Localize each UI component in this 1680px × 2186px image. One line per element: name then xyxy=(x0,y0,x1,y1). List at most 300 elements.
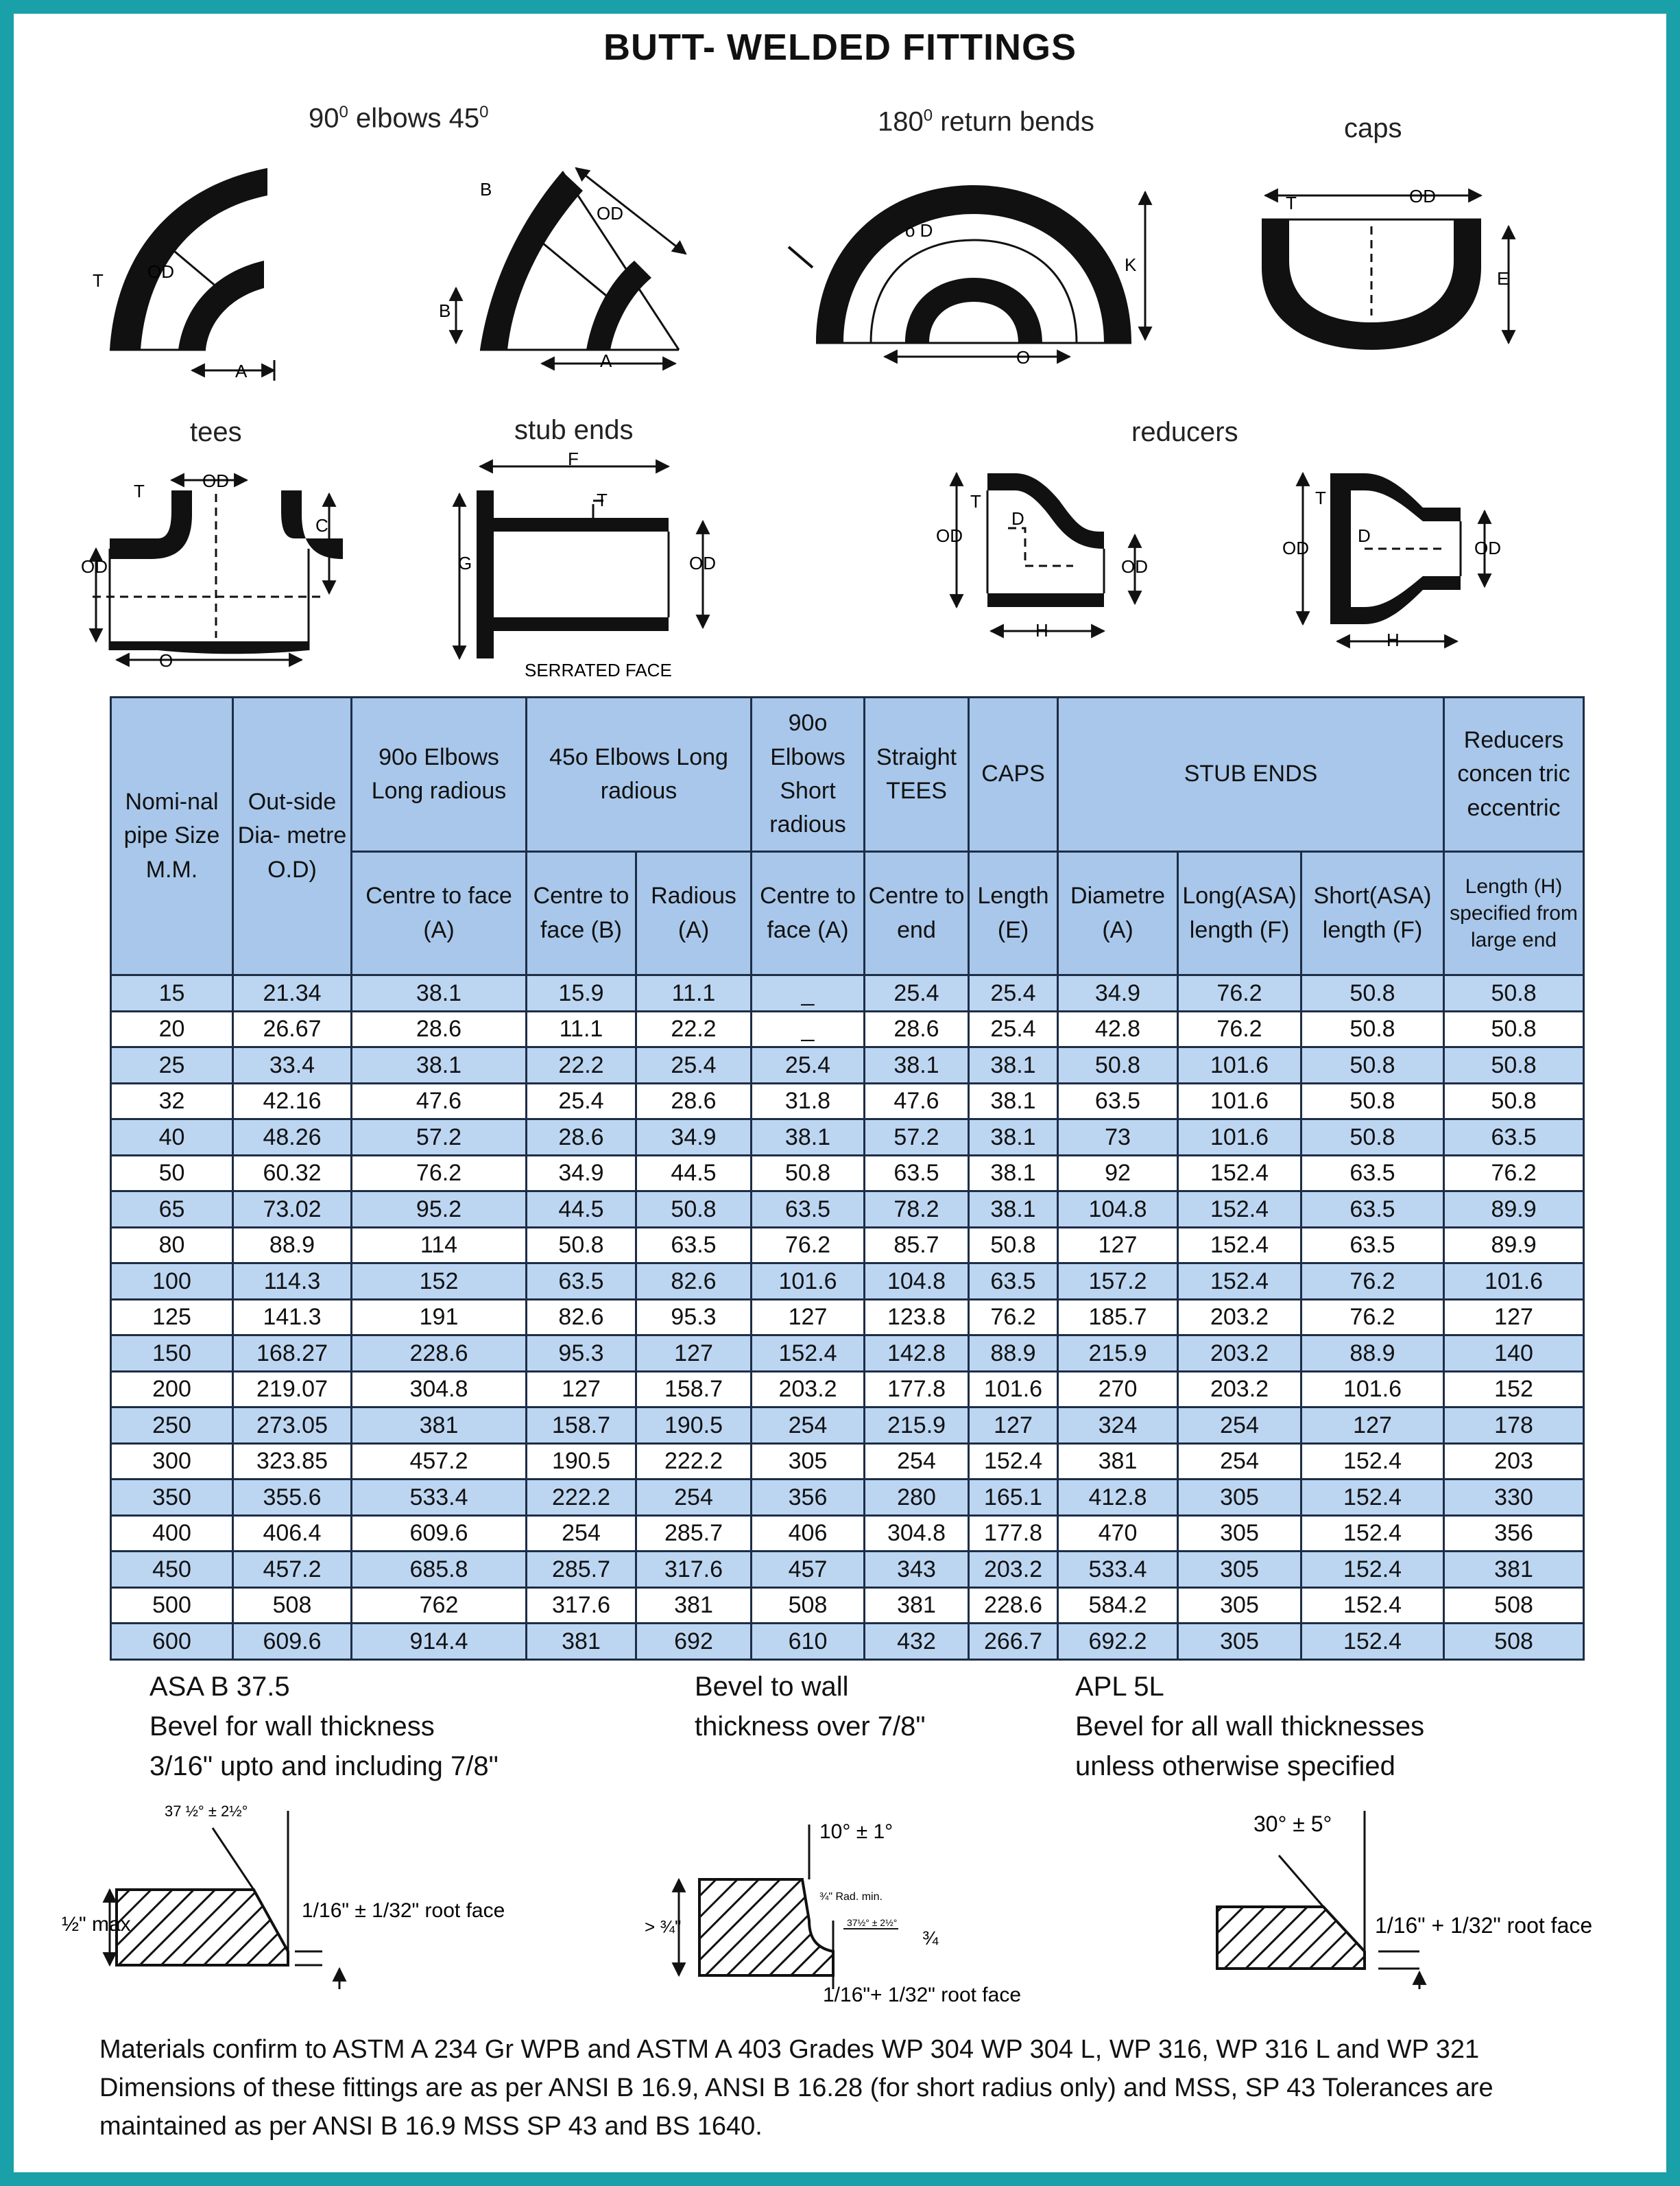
table-cell: 381 xyxy=(1058,1443,1178,1480)
table-cell: 317.6 xyxy=(527,1587,636,1624)
table-cell: 123.8 xyxy=(865,1299,969,1335)
table-cell: 95.2 xyxy=(352,1191,527,1228)
table-cell: 42.16 xyxy=(233,1083,352,1119)
table-cell: 25.4 xyxy=(969,1011,1058,1047)
table-cell: 152.4 xyxy=(1178,1191,1301,1228)
table-cell: 381 xyxy=(636,1587,752,1624)
reducers-label: reducers xyxy=(1131,417,1238,447)
table-cell: 76.2 xyxy=(1444,1155,1584,1191)
fittings-drawings xyxy=(0,0,1680,686)
table-cell: 142.8 xyxy=(865,1335,969,1372)
over-bevel-note xyxy=(695,1667,926,1746)
table-cell: 20 xyxy=(111,1011,233,1047)
table-cell: 25 xyxy=(111,1047,233,1084)
table-cell: 26.67 xyxy=(233,1011,352,1047)
table-cell: 34.9 xyxy=(527,1155,636,1191)
over-line-1: Bevel to wall xyxy=(695,1672,849,1702)
subheader-e45-radius: Radious (A) xyxy=(636,852,752,975)
table-cell: 50.8 xyxy=(1301,1047,1444,1084)
apl-line-2: Bevel for all wall thicknesses xyxy=(1075,1711,1425,1742)
conc-h-dim: H xyxy=(1387,630,1400,650)
table-cell: 63.5 xyxy=(752,1191,865,1228)
bend-o-dim: O xyxy=(1016,347,1031,368)
table-cell: 215.9 xyxy=(865,1407,969,1444)
subheader-reducers-length: Length (H) specified from large end xyxy=(1444,852,1584,975)
table-cell: 178 xyxy=(1444,1407,1584,1444)
table-cell: 254 xyxy=(752,1407,865,1444)
table-cell: 762 xyxy=(352,1587,527,1624)
elbow-od-dim: OD xyxy=(147,261,174,282)
table-cell: 50.8 xyxy=(752,1155,865,1191)
table-cell: 42.8 xyxy=(1058,1011,1178,1047)
table-cell: 412.8 xyxy=(1058,1480,1178,1516)
over-small-angle-label: 37½° ± 2½° xyxy=(847,1917,898,1928)
table-cell: 38.1 xyxy=(969,1119,1058,1156)
table-cell: 168.27 xyxy=(233,1335,352,1372)
subheader-stub-diameter: Diametre (A) xyxy=(1058,852,1178,975)
table-cell: 914.4 xyxy=(352,1624,527,1660)
table-cell: 152.4 xyxy=(1301,1443,1444,1480)
table-row xyxy=(111,1335,1584,1372)
header-outside-diameter: Out-side Dia- metre O.D) xyxy=(233,698,352,975)
table-cell: 25.4 xyxy=(527,1083,636,1119)
table-cell: 152 xyxy=(352,1263,527,1300)
table-cell: 76.2 xyxy=(1301,1263,1444,1300)
elbow45-b2-dim: B xyxy=(439,300,451,321)
table-cell: 685.8 xyxy=(352,1552,527,1588)
table-cell: 150 xyxy=(111,1335,233,1372)
table-cell: 22.2 xyxy=(636,1011,752,1047)
table-cell: 101.6 xyxy=(1178,1047,1301,1084)
table-cell: 533.4 xyxy=(1058,1552,1178,1588)
subheader-tees-centre-to-end: Centre to end xyxy=(865,852,969,975)
table-cell: 48.26 xyxy=(233,1119,352,1156)
table-cell: 457 xyxy=(752,1552,865,1588)
cap-t-dim: T xyxy=(1286,193,1297,213)
table-cell: 266.7 xyxy=(969,1624,1058,1660)
table-cell: 152.4 xyxy=(969,1443,1058,1480)
table-cell: 610 xyxy=(752,1624,865,1660)
subheader-stub-short-length: Short(ASA) length (F) xyxy=(1301,852,1444,975)
table-cell: 381 xyxy=(1444,1552,1584,1588)
table-cell: 40 xyxy=(111,1119,233,1156)
table-row xyxy=(111,1371,1584,1407)
table-cell: 38.1 xyxy=(969,1047,1058,1084)
table-cell: 57.2 xyxy=(865,1119,969,1156)
table-cell: 73.02 xyxy=(233,1191,352,1228)
table-row xyxy=(111,1407,1584,1444)
table-cell: 101.6 xyxy=(1444,1263,1584,1300)
table-cell: 60.32 xyxy=(233,1155,352,1191)
table-cell: 158.7 xyxy=(527,1407,636,1444)
apl-line-1: APL 5L xyxy=(1075,1672,1164,1702)
asa-angle-label: 37 ½° ± 2½° xyxy=(165,1803,248,1820)
asa-max-label: ½" max xyxy=(62,1913,131,1936)
table-cell: 470 xyxy=(1058,1515,1178,1552)
table-cell: 82.6 xyxy=(636,1263,752,1300)
over-bevel-drawing xyxy=(679,1825,898,1989)
table-cell: 127 xyxy=(527,1371,636,1407)
table-cell: 158.7 xyxy=(636,1371,752,1407)
table-cell: 222.2 xyxy=(527,1480,636,1516)
table-cell: 50.8 xyxy=(1301,1119,1444,1156)
header-caps: CAPS xyxy=(969,698,1058,852)
over-angle-label: 10° ± 1° xyxy=(819,1820,893,1843)
table-cell: 381 xyxy=(352,1407,527,1444)
cap-e-dim: E xyxy=(1497,268,1509,289)
table-cell: 50.8 xyxy=(1444,975,1584,1012)
header-reducers: Reducers concen tric eccentric xyxy=(1444,698,1584,852)
table-cell: 88.9 xyxy=(1301,1335,1444,1372)
tees-label: tees xyxy=(190,417,242,447)
subheader-caps-length: Length (E) xyxy=(969,852,1058,975)
table-cell: 76.2 xyxy=(352,1155,527,1191)
elbow-t-dim: T xyxy=(93,270,104,291)
table-cell: 157.2 xyxy=(1058,1263,1178,1300)
table-cell: 323.85 xyxy=(233,1443,352,1480)
table-cell: 31.8 xyxy=(752,1083,865,1119)
apl-angle-label: 30° ± 5° xyxy=(1253,1811,1332,1836)
table-cell: 63.5 xyxy=(1058,1083,1178,1119)
apl-line-3: unless otherwise specified xyxy=(1075,1751,1395,1781)
table-cell: 508 xyxy=(1444,1624,1584,1660)
table-cell: 114 xyxy=(352,1227,527,1263)
table-cell: 38.1 xyxy=(969,1155,1058,1191)
table-cell: 101.6 xyxy=(1178,1119,1301,1156)
table-cell: 305 xyxy=(1178,1552,1301,1588)
table-cell: 300 xyxy=(111,1443,233,1480)
return-bend-drawing xyxy=(789,185,1145,357)
table-cell: 11.1 xyxy=(527,1011,636,1047)
table-cell: 33.4 xyxy=(233,1047,352,1084)
table-cell: 152.4 xyxy=(1301,1552,1444,1588)
table-row xyxy=(111,1155,1584,1191)
table-cell: 203.2 xyxy=(969,1552,1058,1588)
table-cell: 152 xyxy=(1444,1371,1584,1407)
table-cell: 50.8 xyxy=(1301,1011,1444,1047)
table-cell: 80 xyxy=(111,1227,233,1263)
table-cell: 28.6 xyxy=(352,1011,527,1047)
conc-od-dim: OD xyxy=(1282,538,1309,558)
table-cell: 127 xyxy=(1058,1227,1178,1263)
table-cell: 76.2 xyxy=(969,1299,1058,1335)
table-cell: 305 xyxy=(1178,1515,1301,1552)
ecc-od-dim: OD xyxy=(936,525,963,546)
over-frac-label: ¾ xyxy=(922,1927,939,1949)
table-cell: 280 xyxy=(865,1480,969,1516)
table-cell: 63.5 xyxy=(1301,1155,1444,1191)
table-cell: 152.4 xyxy=(1301,1587,1444,1624)
asa-bevel-note xyxy=(149,1667,499,1786)
table-cell: 38.1 xyxy=(865,1047,969,1084)
table-cell: 44.5 xyxy=(527,1191,636,1228)
table-cell: 25.4 xyxy=(752,1047,865,1084)
table-cell: 200 xyxy=(111,1371,233,1407)
table-cell: 285.7 xyxy=(527,1552,636,1588)
table-cell: 185.7 xyxy=(1058,1299,1178,1335)
table-cell: 50.8 xyxy=(969,1227,1058,1263)
table-cell: 356 xyxy=(752,1480,865,1516)
table-cell: 203.2 xyxy=(752,1371,865,1407)
table-cell: 63.5 xyxy=(1301,1191,1444,1228)
table-cell: 125 xyxy=(111,1299,233,1335)
table-cell: 50.8 xyxy=(1301,975,1444,1012)
conc-od2-dim: OD xyxy=(1474,538,1501,558)
table-cell: 63.5 xyxy=(1444,1119,1584,1156)
table-cell: 304.8 xyxy=(865,1515,969,1552)
table-cell: 381 xyxy=(527,1624,636,1660)
table-cell: 25.4 xyxy=(636,1047,752,1084)
table-cell: 25.4 xyxy=(865,975,969,1012)
table-cell: 76.2 xyxy=(1178,975,1301,1012)
table-cell: 38.1 xyxy=(752,1119,865,1156)
over-gt-label: > ¾" xyxy=(645,1916,682,1937)
table-cell: 57.2 xyxy=(352,1119,527,1156)
table-cell: 190.5 xyxy=(527,1443,636,1480)
table-cell: 114.3 xyxy=(233,1263,352,1300)
table-cell: 457.2 xyxy=(233,1552,352,1588)
table-cell: 355.6 xyxy=(233,1480,352,1516)
table-row xyxy=(111,1515,1584,1552)
table-cell: 692 xyxy=(636,1624,752,1660)
conc-d-dim: D xyxy=(1358,525,1371,546)
stub-serrated-label: SERRATED FACE xyxy=(525,660,672,680)
table-cell: 254 xyxy=(1178,1443,1301,1480)
table-cell: 44.5 xyxy=(636,1155,752,1191)
table-cell: 533.4 xyxy=(352,1480,527,1516)
table-cell: 609.6 xyxy=(233,1624,352,1660)
asa-line-2: Bevel for wall thickness xyxy=(149,1711,435,1742)
table-cell: 127 xyxy=(1444,1299,1584,1335)
stub-ends-label: stub ends xyxy=(514,415,634,445)
tee-od-dim: OD xyxy=(202,471,229,491)
bend-od-dim: o D xyxy=(905,220,933,241)
apl-bevel-note xyxy=(1075,1667,1424,1786)
table-cell: 50.8 xyxy=(527,1227,636,1263)
table-cell: 254 xyxy=(636,1480,752,1516)
table-cell: 101.6 xyxy=(969,1371,1058,1407)
table-row xyxy=(111,1047,1584,1084)
table-cell: 584.2 xyxy=(1058,1587,1178,1624)
table-cell: 89.9 xyxy=(1444,1191,1584,1228)
table-cell: 95.3 xyxy=(636,1299,752,1335)
return-bends-label: $180^0$ return bends xyxy=(878,106,1094,137)
table-cell: 38.1 xyxy=(352,975,527,1012)
table-cell: 50.8 xyxy=(1444,1011,1584,1047)
table-cell: 508 xyxy=(752,1587,865,1624)
table-cell: 82.6 xyxy=(527,1299,636,1335)
table-row xyxy=(111,1443,1584,1480)
table-cell: 63.5 xyxy=(636,1227,752,1263)
table-cell: 165.1 xyxy=(969,1480,1058,1516)
stub-end-drawing xyxy=(459,466,703,658)
table-cell: 508 xyxy=(233,1587,352,1624)
table-cell: 152.4 xyxy=(1178,1263,1301,1300)
table-cell: 11.1 xyxy=(636,975,752,1012)
tee-od2-dim: OD xyxy=(81,556,108,577)
table-cell: 609.6 xyxy=(352,1515,527,1552)
stub-od-dim: OD xyxy=(689,553,716,573)
table-cell: 304.8 xyxy=(352,1371,527,1407)
table-cell: 15 xyxy=(111,975,233,1012)
table-cell: 76.2 xyxy=(752,1227,865,1263)
table-cell: 330 xyxy=(1444,1480,1584,1516)
table-cell: 78.2 xyxy=(865,1191,969,1228)
table-cell: 63.5 xyxy=(969,1263,1058,1300)
table-cell: 305 xyxy=(1178,1480,1301,1516)
table-row xyxy=(111,1011,1584,1047)
subheader-e45-centre-to-face: Centre to face (B) xyxy=(527,852,636,975)
table-cell: 400 xyxy=(111,1515,233,1552)
table-cell: 254 xyxy=(527,1515,636,1552)
table-cell: 63.5 xyxy=(527,1263,636,1300)
table-cell: 50.8 xyxy=(636,1191,752,1228)
stub-g-dim: G xyxy=(458,553,472,573)
table-cell: 406.4 xyxy=(233,1515,352,1552)
table-cell: 100 xyxy=(111,1263,233,1300)
tee-t-dim: T xyxy=(134,481,145,501)
table-cell: 152.4 xyxy=(1301,1480,1444,1516)
elbows-label: $90^0$ elbows $45^0$ xyxy=(309,103,489,134)
header-elbow-45-long: 45o Elbows Long radious xyxy=(527,698,752,852)
elbow45-b-dim: B xyxy=(480,179,492,200)
table-cell: 104.8 xyxy=(1058,1191,1178,1228)
table-cell: 457.2 xyxy=(352,1443,527,1480)
table-cell: 254 xyxy=(865,1443,969,1480)
table-cell: 600 xyxy=(111,1624,233,1660)
table-cell: 228.6 xyxy=(352,1335,527,1372)
subheader-stub-long-length: Long(ASA) length (F) xyxy=(1178,852,1301,975)
table-row xyxy=(111,975,1584,1012)
table-cell: 250 xyxy=(111,1407,233,1444)
header-straight-tees: Straight TEES xyxy=(865,698,969,852)
table-cell: 76.2 xyxy=(1178,1011,1301,1047)
table-cell: 508 xyxy=(1444,1587,1584,1624)
asa-root-label: 1/16" ± 1/32" root face xyxy=(302,1899,505,1922)
bend-k-dim: K xyxy=(1125,254,1137,275)
table-cell: 381 xyxy=(865,1587,969,1624)
table-row xyxy=(111,1191,1584,1228)
table-cell: 76.2 xyxy=(1301,1299,1444,1335)
table-cell: 101.6 xyxy=(1301,1371,1444,1407)
table-cell: 32 xyxy=(111,1083,233,1119)
subheader-e90-short-centre: Centre to face (A) xyxy=(752,852,865,975)
table-cell: 95.3 xyxy=(527,1335,636,1372)
table-cell: 127 xyxy=(1301,1407,1444,1444)
table-row xyxy=(111,1299,1584,1335)
table-cell: 305 xyxy=(1178,1624,1301,1660)
table-row xyxy=(111,1083,1584,1119)
table-cell: 21.34 xyxy=(233,975,352,1012)
table-row xyxy=(111,1227,1584,1263)
table-cell: 38.1 xyxy=(969,1191,1058,1228)
table-cell: 190.5 xyxy=(636,1407,752,1444)
ecc-d-dim: D xyxy=(1011,508,1024,529)
table-cell: 85.7 xyxy=(865,1227,969,1263)
eccentric-reducer-drawing xyxy=(957,473,1135,631)
table-cell: 28.6 xyxy=(865,1011,969,1047)
table-cell: 203 xyxy=(1444,1443,1584,1480)
stub-t-dim: T xyxy=(597,490,608,510)
table-cell: 50.8 xyxy=(1301,1083,1444,1119)
table-cell: 273.05 xyxy=(233,1407,352,1444)
table-cell: 152.4 xyxy=(1301,1515,1444,1552)
table-cell: 692.2 xyxy=(1058,1624,1178,1660)
table-cell: 38.1 xyxy=(969,1083,1058,1119)
table-cell: 140 xyxy=(1444,1335,1584,1372)
table-cell: 270 xyxy=(1058,1371,1178,1407)
over-root-label: 1/16"+ 1/32" root face xyxy=(823,1984,1021,2006)
table-cell: 127 xyxy=(636,1335,752,1372)
table-cell: 285.7 xyxy=(636,1515,752,1552)
materials-footer: Materials confirm to ASTM A 234 Gr WPB and ASTM A 403 Grades WP 304 WP 304 L, WP 316, WP 316 L and WP 321 Dimensions of these fittings are as per ANSI B 16.9, ANSI B 16.28 (for short radius only) and MSS, SP 43 Tolerances are maintained as per ANSI B 16.9 MSS SP 43 and BS 1640. xyxy=(99,2035,1493,2141)
concentric-reducer-drawing xyxy=(1303,473,1485,641)
header-elbow-90-long: 90o Elbows Long radious xyxy=(352,698,527,852)
table-cell: 34.9 xyxy=(636,1119,752,1156)
table-cell: 47.6 xyxy=(352,1083,527,1119)
table-row xyxy=(111,1587,1584,1624)
table-cell: 305 xyxy=(1178,1587,1301,1624)
table-cell: 101.6 xyxy=(1178,1083,1301,1119)
table-cell: 350 xyxy=(111,1480,233,1516)
table-cell: 88.9 xyxy=(233,1227,352,1263)
table-cell: 152.4 xyxy=(1178,1155,1301,1191)
cap-drawing xyxy=(1262,195,1509,350)
table-cell: 152.4 xyxy=(1178,1227,1301,1263)
table-row xyxy=(111,1480,1584,1516)
table-cell: 63.5 xyxy=(865,1155,969,1191)
table-cell: 432 xyxy=(865,1624,969,1660)
table-cell: 89.9 xyxy=(1444,1227,1584,1263)
table-cell: 63.5 xyxy=(1301,1227,1444,1263)
table-cell: 219.07 xyxy=(233,1371,352,1407)
table-cell: 50.8 xyxy=(1444,1083,1584,1119)
stub-f-dim: F xyxy=(568,449,579,469)
table-cell: 203.2 xyxy=(1178,1335,1301,1372)
cap-od-dim: OD xyxy=(1409,186,1436,206)
elbow-90-drawing xyxy=(110,168,274,381)
subheader-e90-centre-to-face: Centre to face (A) xyxy=(352,852,527,975)
table-cell: 50 xyxy=(111,1155,233,1191)
over-rad-label: ¾" Rad. min. xyxy=(819,1891,883,1903)
table-cell: 228.6 xyxy=(969,1587,1058,1624)
elbow45-a-dim: A xyxy=(600,351,612,371)
table-cell: 203.2 xyxy=(1178,1299,1301,1335)
table-cell: 254 xyxy=(1178,1407,1301,1444)
table-cell: 127 xyxy=(752,1299,865,1335)
table-cell: 152.4 xyxy=(752,1335,865,1372)
table-cell: 500 xyxy=(111,1587,233,1624)
bevel-drawings xyxy=(0,1783,1680,2017)
header-elbow-90-short: 90o Elbows Short radious xyxy=(752,698,865,852)
table-cell: 38.1 xyxy=(352,1047,527,1084)
table-cell: 25.4 xyxy=(969,975,1058,1012)
tee-c-dim: C xyxy=(315,515,328,536)
table-cell: 191 xyxy=(352,1299,527,1335)
table-cell: 177.8 xyxy=(865,1371,969,1407)
header-nominal-size: Nomi-nal pipe Size M.M. xyxy=(111,698,233,975)
asa-line-3: 3/16" upto and including 7/8" xyxy=(149,1751,499,1781)
table-row xyxy=(111,1552,1584,1588)
table-cell: 356 xyxy=(1444,1515,1584,1552)
table-cell: 15.9 xyxy=(527,975,636,1012)
table-cell: 305 xyxy=(752,1443,865,1480)
table-cell: 65 xyxy=(111,1191,233,1228)
apl-root-label: 1/16" + 1/32" root face xyxy=(1375,1913,1593,1938)
table-cell: 92 xyxy=(1058,1155,1178,1191)
table-cell: 104.8 xyxy=(865,1263,969,1300)
table-cell: 203.2 xyxy=(1178,1371,1301,1407)
